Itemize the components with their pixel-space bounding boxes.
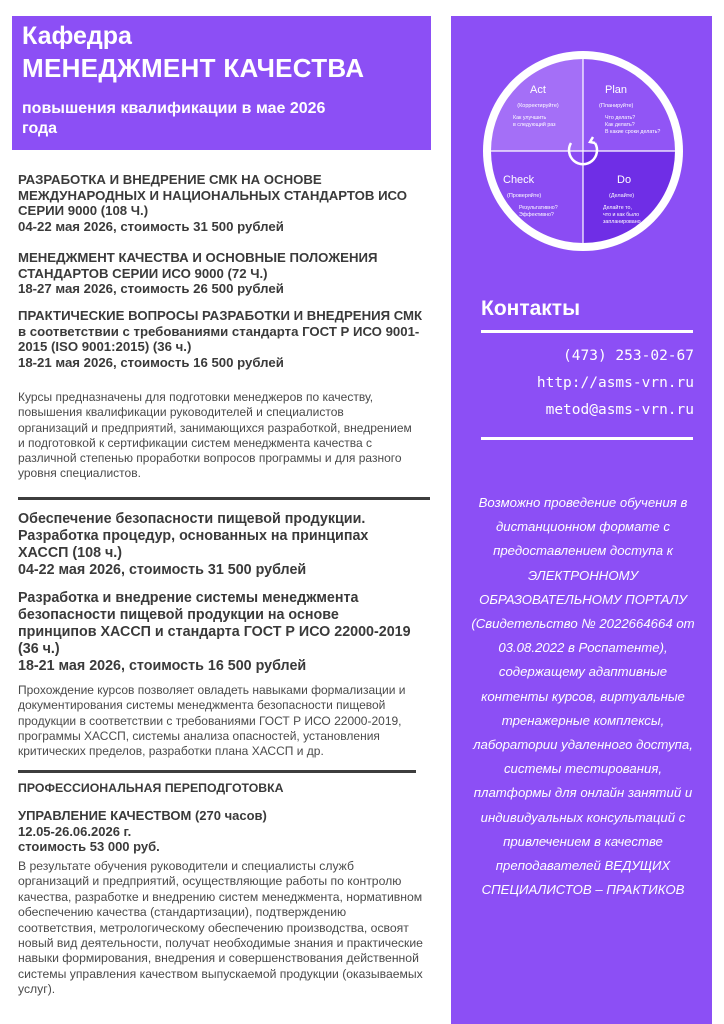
haccp-description: Прохождение курсов позволяет овладеть навыками формализации и документирования системы менеджмента безопасности пищевой продукции в соответствии с требованиями ГОСТ Р ИСО 22000-2019, программы ХАССП, системы анализа опасностей, установления критических пределов, разработки плана ХАССП и др. — [18, 683, 406, 759]
retraining-dates: 12.05-26.06.2026 г. — [18, 823, 132, 839]
distance-learning-promo: Возможно проведение обучения в дистанционном формате с предоставлением доступа к ЭЛЕКТРОННОМУ ОБРАЗОВАТЕЛЬНОМУ ПОРТАЛУ (Свидетельство № 2022664664 от 03.08.2022 в Роспатенте), содержащему адаптивные контенты курсов, виртуальные тренажерные комплексы, лаборатории удаленного доступа, системы тестирования, платформы для онлайн занятий и индивидуальных консультаций с привлечением в качестве преподавателей ВЕДУЩИХ СПЕЦИАЛИСТОВ – ПРАКТИКОВ — [471, 495, 695, 898]
pdca-act-sub: (Корректируйте) — [517, 103, 559, 109]
contacts-divider — [481, 437, 693, 440]
course-schedule: 18-21 мая 2026, стоимость 16 500 рублей — [18, 658, 307, 674]
pdca-plan-title: Plan — [605, 84, 628, 96]
pdca-do-item: запланировано — [603, 219, 641, 225]
pdca-check-item: Эффективно? — [519, 212, 554, 218]
contact-website-link[interactable]: http://asms-vrn.ru — [536, 375, 694, 391]
course-1 — [18, 172, 423, 234]
sidebar-panel — [451, 16, 712, 1024]
course-schedule: 18-21 мая 2026, стоимость 16 500 рублей — [18, 354, 284, 370]
contacts-title: Контакты — [481, 297, 581, 320]
retraining-price: стоимость 53 000 руб. — [18, 839, 160, 855]
pdca-do-item: Делайте то, — [603, 205, 632, 211]
retraining-title: УПРАВЛЕНИЕ КАЧЕСТВОМ (270 часов) — [18, 808, 267, 823]
pdca-plan-item: Как делать? — [605, 122, 635, 128]
pdca-act-item: Как улучшить — [513, 115, 547, 121]
course-schedule: 04-22 мая 2026, стоимость 31 500 рублей — [18, 218, 284, 234]
retraining-heading: ПРОФЕССИОНАЛЬНАЯ ПЕРЕПОДГОТОВКА — [18, 781, 284, 795]
pdca-act-title: Act — [530, 84, 546, 96]
pdca-act-item: в следующий раз — [513, 122, 556, 128]
pdca-do-title: Do — [617, 174, 632, 186]
pdca-do-item: что и как было — [603, 212, 640, 218]
course-4 — [18, 511, 418, 579]
pdca-check-sub: (Проверяйте) — [507, 193, 542, 199]
contact-phone[interactable]: (473) 253-02-67 — [563, 348, 694, 364]
contacts-divider — [481, 330, 693, 333]
pdca-plan-sub: (Планируйте) — [599, 103, 634, 109]
section-divider — [18, 770, 416, 773]
course-title: Разработка и внедрение системы менеджмента безопасности пищевой продукции на основе принципов ХАССП и стандарта ГОСТ Р ИСО 22000-2019 (36 ч.) — [18, 590, 411, 657]
department-title: МЕНЕДЖМЕНТ КАЧЕСТВА — [22, 53, 365, 83]
pdca-plan-item: Что делать? — [605, 115, 636, 121]
retraining-section — [18, 781, 418, 855]
courses-description: Курсы предназначены для подготовки менеджеров по качеству, повышения квалификации руководителей и специалистов организаций и предприятий, занимающихся разработкой, внедрением и подготовкой к сертификации систем менеджмента качества с различной степенью проработки вопросов программы и для разного уровня специалистов. — [18, 390, 412, 481]
course-schedule: 18-27 мая 2026, стоимость 26 500 рублей — [18, 281, 284, 297]
retraining-description: В результате обучения руководители и специалисты служб организаций и предприятий, осуществляющие работы по контролю качества, разработке и внедрению систем менеджмента, нормативном обеспечению качества (стандартизации), подтверждению соответствия, метрологическому обеспечению производства, освоят новый вид деятельности, получат необходимые знания и практические навыки формирования, внедрения и совершенствования действенной системы управления качеством выпускаемой продукции (оказываемых услуг). — [18, 859, 423, 997]
pdca-check-title: Check — [503, 174, 535, 186]
course-title: Обеспечение безопасности пищевой продукции. Разработка процедур, основанных на принципах ХАССП (108 ч.) — [18, 511, 369, 561]
course-title: РАЗРАБОТКА И ВНЕДРЕНИЕ СМК НА ОСНОВЕ МЕЖДУНАРОДНЫХ И НАЦИОНАЛЬНЫХ СТАНДАРТОВ ИСО СЕРИИ 9000 (108 Ч.) — [18, 172, 408, 219]
pdca-do-sub: (Делайте) — [609, 193, 635, 199]
course-5 — [18, 590, 418, 675]
course-2 — [18, 250, 423, 297]
course-title: ПРАКТИЧЕСКИЕ ВОПРОСЫ РАЗРАБОТКИ И ВНЕДРЕНИЯ СМК в соответствии с требованиями стандарта ГОСТ Р ИСО 9001-2015 (ISO 9001:2015) (36 ч.) — [18, 308, 423, 355]
course-schedule: 04-22 мая 2026, стоимость 31 500 рублей — [18, 562, 307, 578]
course-3 — [18, 308, 423, 370]
pdca-check-item: Результативно? — [519, 205, 558, 211]
department-label: Кафедра — [22, 22, 132, 50]
contact-email-link[interactable]: metod@asms-vrn.ru — [545, 402, 694, 418]
header-subtitle: повышения квалификации в мае 2026 года — [22, 100, 326, 137]
pdca-cycle-diagram — [483, 51, 683, 251]
course-title: МЕНЕДЖМЕНТ КАЧЕСТВА И ОСНОВНЫЕ ПОЛОЖЕНИЯ СТАНДАРТОВ СЕРИИ ИСО 9000 (72 Ч.) — [18, 250, 378, 281]
pdca-plan-item: В какие сроки делать? — [605, 129, 661, 135]
section-divider — [18, 497, 430, 500]
header-banner — [12, 16, 431, 150]
